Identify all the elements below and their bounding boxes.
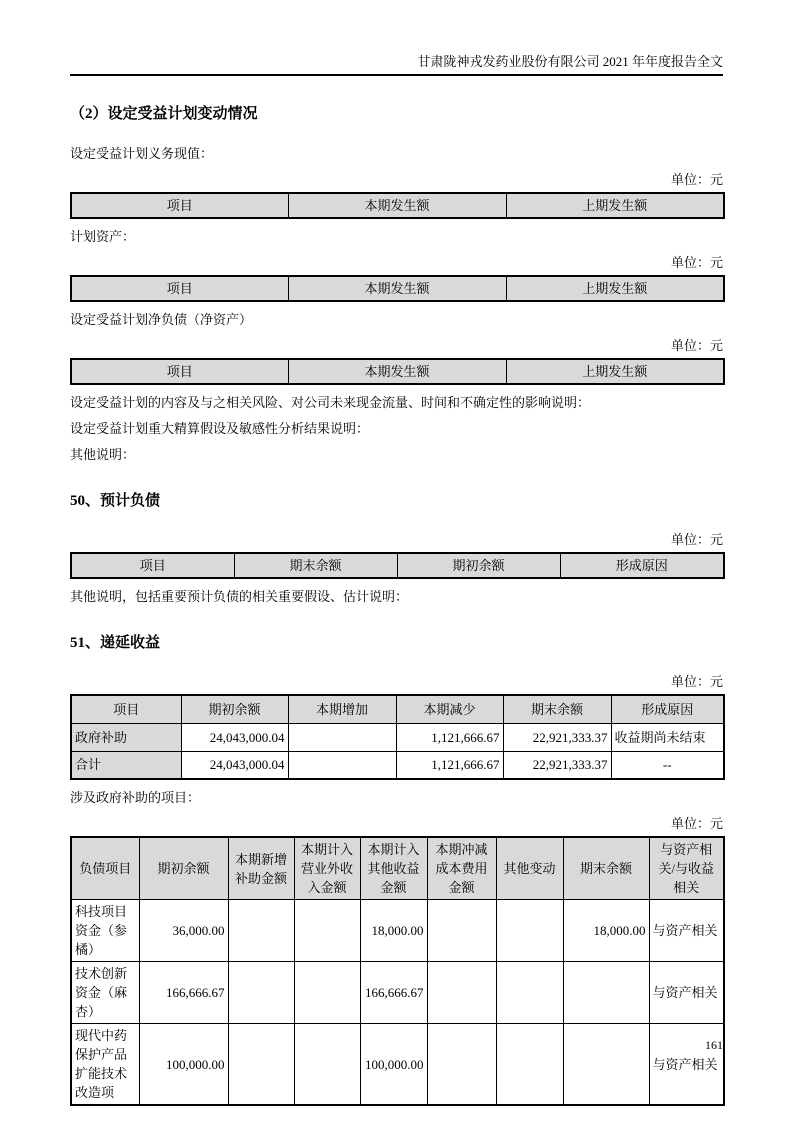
col-header-liability-item: 负债项目	[71, 837, 139, 900]
section-heading-deferred-income: 51、递延收益	[70, 635, 161, 651]
cell-other-change	[496, 1024, 563, 1106]
col-header-reason: 形成原因	[611, 695, 724, 723]
cell-relation: 与资产相关	[649, 1024, 724, 1106]
cell-non-operating	[294, 962, 360, 1024]
section-heading-provisions: 50、预计负债	[70, 493, 161, 509]
cell-opening: 24,043,000.04	[181, 723, 288, 751]
col-header-opening-balance: 期初余额	[139, 837, 228, 900]
cell-other-income: 166,666.67	[360, 962, 427, 1024]
table-row-tcm-protection-project	[71, 1024, 724, 1106]
cell-non-operating	[294, 900, 360, 962]
col-header-prior-period: 上期发生额	[506, 193, 724, 218]
provisions-table	[70, 552, 725, 579]
cell-item: 现代中药保护产品扩能技术改造项	[71, 1024, 139, 1106]
col-header-current-period: 本期发生额	[288, 276, 506, 301]
col-header-asset-income-related: 与资产相关/与收益相关	[649, 837, 724, 900]
section-heading-benefit-plan-changes: （2）设定受益计划变动情况	[70, 106, 258, 122]
deferred-income-table	[70, 694, 725, 780]
para-subsidy-projects: 涉及政府补助的项目：	[70, 790, 201, 805]
para-provisions-other-note: 其他说明，包括重要预计负债的相关重要假设、估计说明：	[70, 589, 409, 604]
cell-other-income: 100,000.00	[360, 1024, 427, 1106]
unit-label: 单位：元	[670, 816, 723, 831]
cell-item: 政府补助	[71, 723, 181, 751]
unit-label: 单位：元	[670, 255, 723, 270]
unit-label: 单位：元	[670, 674, 723, 689]
cell-increase	[288, 723, 396, 751]
table-header-row	[71, 837, 724, 900]
report-title: 甘肃陇神戎发药业股份有限公司 2021 年年度报告全文	[417, 54, 723, 69]
col-header-current-period: 本期发生额	[288, 359, 506, 384]
cell-closing: 18,000.00	[563, 900, 649, 962]
col-header-new-subsidy: 本期新增补助金额	[228, 837, 294, 900]
unit-label: 单位：元	[670, 532, 723, 547]
unit-label: 单位：元	[670, 338, 723, 353]
table-row-total	[71, 751, 724, 779]
cell-new-subsidy	[228, 1024, 294, 1106]
table-header-row	[71, 553, 724, 578]
cell-cost-offset	[427, 1024, 496, 1106]
benefit-obligation-table	[70, 192, 725, 219]
col-header-item: 项目	[71, 553, 234, 578]
table-header-row	[71, 276, 724, 301]
table-row-tech-innovation-fund	[71, 962, 724, 1024]
cell-opening: 24,043,000.04	[181, 751, 288, 779]
col-header-cost-offset: 本期冲减成本费用金额	[427, 837, 496, 900]
cell-increase	[288, 751, 396, 779]
cell-non-operating	[294, 1024, 360, 1106]
table-header-row	[71, 193, 724, 218]
col-header-prior-period: 上期发生额	[506, 359, 724, 384]
table-row-government-subsidy	[71, 723, 724, 751]
cell-opening: 100,000.00	[139, 1024, 228, 1106]
cell-item: 合计	[71, 751, 181, 779]
document-header	[70, 0, 723, 76]
para-net-liability: 设定受益计划净负债（净资产）	[70, 312, 253, 327]
cell-item: 技术创新资金（麻杏）	[71, 962, 139, 1024]
cell-relation: 与资产相关	[649, 962, 724, 1024]
cell-new-subsidy	[228, 962, 294, 1024]
cell-closing	[563, 962, 649, 1024]
col-header-other-income: 本期计入其他收益金额	[360, 837, 427, 900]
plan-assets-table	[70, 275, 725, 302]
cell-cost-offset	[427, 962, 496, 1024]
cell-new-subsidy	[228, 900, 294, 962]
col-header-closing-balance: 期末余额	[503, 695, 611, 723]
page-number: 161	[705, 1038, 723, 1052]
col-header-other-changes: 其他变动	[496, 837, 563, 900]
col-header-item: 项目	[71, 276, 288, 301]
col-header-closing-balance: 期末余额	[563, 837, 649, 900]
cell-other-income: 18,000.00	[360, 900, 427, 962]
cell-item: 科技项目资金（参橘）	[71, 900, 139, 962]
para-other-note: 其他说明：	[70, 447, 136, 462]
cell-decrease: 1,121,666.67	[396, 723, 503, 751]
cell-other-change	[496, 962, 563, 1024]
col-header-reason: 形成原因	[560, 553, 724, 578]
cell-closing: 22,921,333.37	[503, 751, 611, 779]
col-header-opening-balance: 期初余额	[397, 553, 560, 578]
col-header-opening-balance: 期初余额	[181, 695, 288, 723]
para-risk-note: 设定受益计划的内容及与之相关风险、对公司未来现金流量、时间和不确定性的影响说明：	[70, 395, 591, 410]
government-subsidy-table	[70, 836, 725, 1106]
col-header-decrease: 本期减少	[396, 695, 503, 723]
cell-decrease: 1,121,666.67	[396, 751, 503, 779]
cell-closing	[563, 1024, 649, 1106]
table-row-tech-project-fund	[71, 900, 724, 962]
unit-label: 单位：元	[670, 172, 723, 187]
col-header-non-operating-income: 本期计入营业外收入金额	[294, 837, 360, 900]
cell-closing: 22,921,333.37	[503, 723, 611, 751]
cell-cost-offset	[427, 900, 496, 962]
table-header-row	[71, 359, 724, 384]
cell-opening: 36,000.00	[139, 900, 228, 962]
col-header-current-period: 本期发生额	[288, 193, 506, 218]
net-liability-table	[70, 358, 725, 385]
col-header-closing-balance: 期末余额	[234, 553, 397, 578]
cell-reason: --	[611, 751, 724, 779]
cell-relation: 与资产相关	[649, 900, 724, 962]
table-header-row	[71, 695, 724, 723]
col-header-item: 项目	[71, 193, 288, 218]
col-header-item: 项目	[71, 695, 181, 723]
col-header-increase: 本期增加	[288, 695, 396, 723]
cell-opening: 166,666.67	[139, 962, 228, 1024]
para-actuarial-note: 设定受益计划重大精算假设及敏感性分析结果说明：	[70, 421, 370, 436]
cell-other-change	[496, 900, 563, 962]
col-header-item: 项目	[71, 359, 288, 384]
para-obligation-present-value: 设定受益计划义务现值：	[70, 146, 214, 161]
col-header-prior-period: 上期发生额	[506, 276, 724, 301]
para-plan-assets: 计划资产：	[70, 229, 136, 244]
cell-reason: 收益期尚未结束	[611, 723, 724, 751]
